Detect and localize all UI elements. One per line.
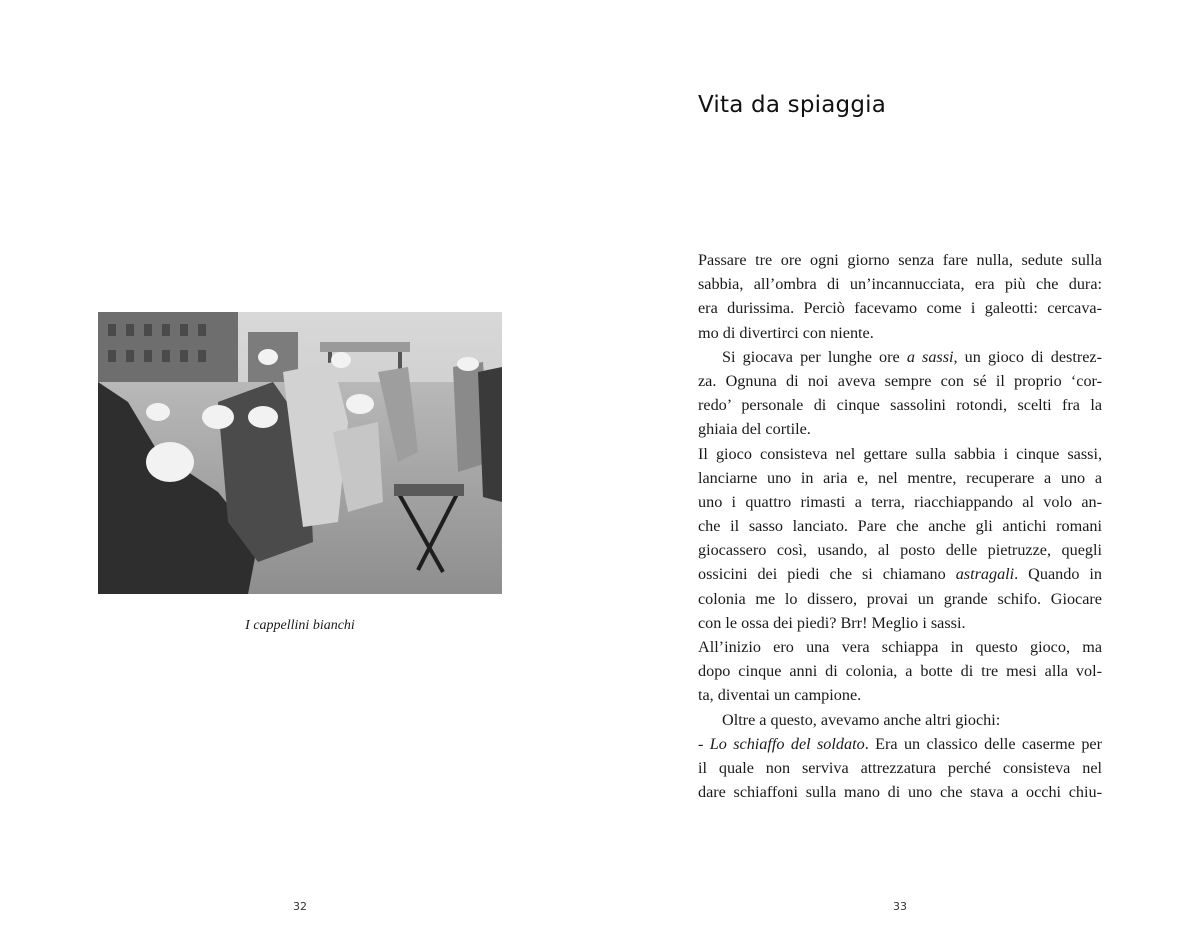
text-line: Passare tre ore ogni giorno senza fare nulla, sedute sulla [698,251,1102,269]
photo-caption: I cappellini bianchi [245,618,355,633]
text-line: il quale non serviva attrezzatura perché consisteva nel [698,758,1102,777]
text-line: ghiaia del cortile. [698,420,811,439]
text-line: Si giocava per lunghe ore a sassi, un gioco di destrez- [722,347,1102,366]
text-line: Oltre a questo, avevamo anche altri giochi: [722,710,1001,729]
text-line: uno i quattro rimasti a terra, riacchiappando al volo an- [698,492,1102,511]
text-line: con le ossa dei piedi? Brr! Meglio i sassi. [698,613,966,632]
chapter-title: Vita da spiaggia [698,92,886,118]
text-line: ta, diventai un campione. [698,686,862,705]
body-text [698,248,1102,804]
text-line: sabbia, all’ombra di un’incannucciata, era più che dura: [698,275,1102,294]
text-line: giocassero così, usando, al posto delle pietruzze, quegli [698,541,1102,560]
text-line: mo di divertirci con niente. [698,323,874,342]
text-line: ossicini dei piedi che si chiamano astragali. Quando in [698,565,1103,584]
page-number-right: 33 [893,900,907,913]
beach-photo-icon [98,312,502,594]
beach-photo [98,312,502,594]
text-line: che il sasso lanciato. Pare che anche gli antichi romani [698,517,1102,536]
text-line: dare schiaffoni sulla mano di uno che stava a occhi chiu- [698,783,1102,802]
right-page [600,0,1200,944]
text-line: dopo cinque anni di colonia, a botte di tre mesi alla vol- [698,662,1102,681]
text-line: - Lo schiaffo del soldato. Era un classico delle caserme per [698,734,1102,753]
text-line: All’inizio ero una vera schiappa in questo gioco, ma [698,638,1102,656]
page-number-left: 32 [293,900,307,913]
text-line: redo’ personale di cinque sassolini rotondi, scelti fra la [698,396,1102,415]
text-line: lanciarne uno in aria e, nel mentre, recuperare a uno a [698,468,1102,487]
text-line: era durissima. Perciò facevamo come i galeotti: cercava- [698,299,1102,318]
text-line: Il gioco consisteva nel gettare sulla sabbia i cinque sassi, [698,444,1102,463]
text-line: za. Ognuna di noi aveva sempre con sé il proprio ‘cor- [698,371,1102,390]
text-line: colonia me lo dissero, provai un grande schifo. Giocare [698,589,1102,608]
